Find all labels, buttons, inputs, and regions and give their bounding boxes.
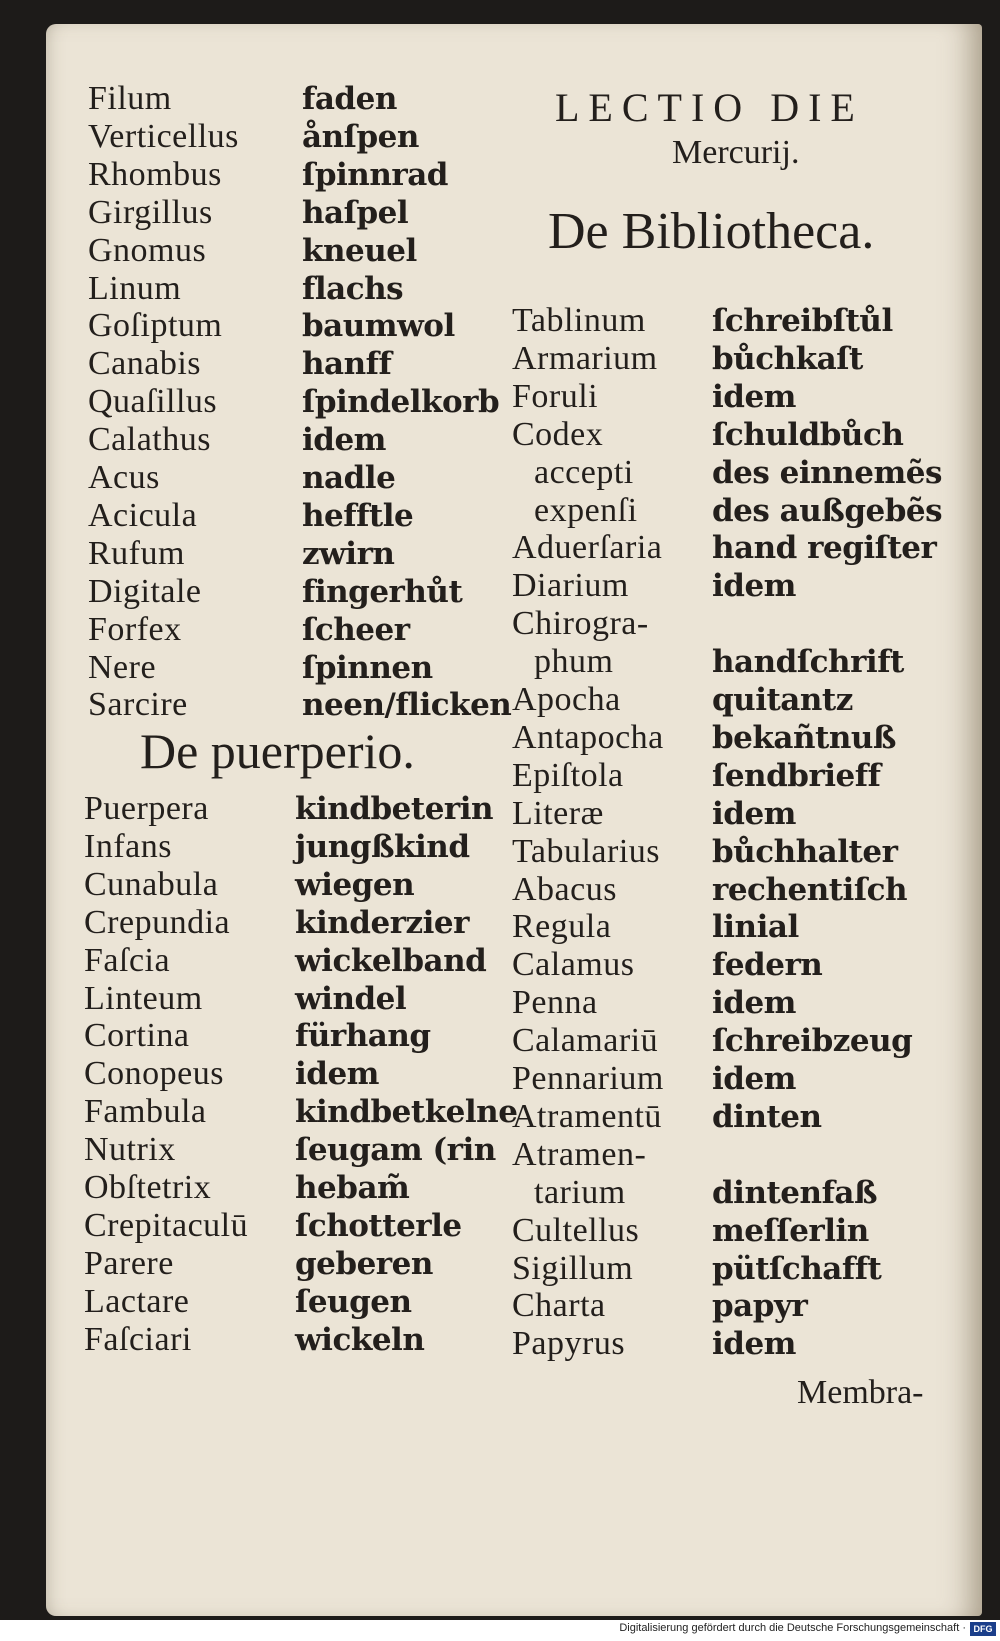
german-term-20: idem	[712, 1061, 796, 1097]
latin-term-25: Sigillum	[512, 1249, 634, 1287]
latin-term-9: Calathus	[88, 421, 211, 459]
german-term-3: haſpel	[302, 194, 409, 231]
latin-term-15: Abacus	[512, 870, 617, 908]
german-term-9: ſeugam (rin	[295, 1132, 496, 1169]
latin-term-16: Regula	[512, 908, 612, 946]
latin-term-16: Sarcire	[88, 686, 188, 724]
german-term-8: kindbetkelne	[295, 1094, 518, 1131]
german-term-7: idem	[295, 1056, 379, 1093]
german-term-9: idem	[302, 422, 386, 459]
latin-term-4: Faſcia	[84, 941, 171, 979]
german-term-6: fürhang	[295, 1018, 431, 1055]
latin-term-3: Girgillus	[88, 193, 213, 231]
german-term-18: idem	[712, 985, 796, 1022]
latin-term-8: Quaſillus	[88, 383, 218, 421]
german-term-15: rechentiſch	[712, 871, 908, 908]
latin-term-12: Parere	[84, 1244, 174, 1282]
german-term-21: dinten	[712, 1098, 822, 1135]
german-term-7: hanff	[302, 346, 392, 383]
dfg-logo: DFG	[970, 1622, 996, 1636]
latin-term-2: Foruli	[512, 377, 599, 415]
german-term-5: flachs	[302, 270, 404, 307]
latin-term-3: Crepundia	[84, 903, 231, 941]
latin-term-6: Goſiptum	[88, 307, 223, 345]
latin-term-9: Nutrix	[84, 1131, 176, 1169]
german-term-1: jungßkind	[295, 828, 470, 865]
latin-term-22: Atramen-	[512, 1135, 647, 1173]
german-term-11: bekañtnuß	[712, 719, 896, 756]
latin-term-6: Cortina	[84, 1017, 190, 1055]
latin-term-26: Charta	[512, 1287, 606, 1325]
latin-term-8: Chirogra-	[512, 605, 649, 643]
latin-term-18: Penna	[512, 984, 598, 1022]
funding-credit: Digitalisierung gefördert durch die Deutsche Forschungsgemeinschaft ·	[619, 1622, 966, 1634]
bibliotheca-heading: De Bibliotheca.	[548, 203, 875, 260]
latin-term-0: Filum	[88, 80, 172, 117]
latin-term-27: Papyrus	[512, 1325, 626, 1363]
german-term-25: pütſchafft	[712, 1250, 882, 1287]
german-term-14: wickeln	[295, 1321, 425, 1358]
german-term-9: handſchrift	[712, 644, 904, 681]
german-term-3: kinderzier	[295, 904, 469, 941]
latin-term-1: Infans	[84, 827, 172, 865]
latin-term-13: Literæ	[512, 794, 604, 832]
latin-term-10: Acus	[88, 459, 160, 496]
latin-term-0: Tablinum	[512, 302, 646, 339]
latin-term-14: Faſciari	[84, 1320, 192, 1358]
latin-term-10: Apocha	[512, 681, 621, 718]
latin-term-12: Epiſtola	[512, 756, 624, 794]
german-term-0: ſchreibſtůl	[712, 303, 893, 339]
german-term-12: geberen	[295, 1245, 433, 1282]
latin-term-13: Lactare	[84, 1282, 190, 1320]
german-term-7: idem	[712, 568, 796, 605]
latin-term-2: Rhombus	[88, 155, 222, 193]
latin-term-15: Nere	[88, 648, 157, 686]
lectio-subtitle: Mercurij.	[672, 134, 800, 171]
german-term-27: idem	[712, 1326, 796, 1363]
german-term-15: ſpinnen	[302, 649, 433, 686]
latin-term-5: Linum	[88, 269, 182, 307]
german-term-0: kindbeterin	[295, 791, 494, 827]
german-term-16: linial	[712, 909, 799, 946]
latin-term-5: Linteum	[84, 979, 203, 1017]
latin-term-5: expenſi	[534, 491, 638, 529]
latin-term-4: accepti	[534, 453, 634, 491]
german-term-4: wickelband	[295, 942, 487, 979]
catchword: Membra-	[797, 1374, 924, 1411]
german-term-13: fingerhůt	[302, 573, 463, 610]
german-term-10: nadle	[302, 460, 396, 496]
latin-term-20: Pennarium	[512, 1060, 664, 1097]
latin-term-14: Tabularius	[512, 832, 661, 870]
german-term-12: zwirn	[302, 535, 395, 572]
german-term-12: ſendbrieff	[712, 757, 881, 794]
latin-term-11: Crepitaculū	[84, 1206, 249, 1244]
latin-term-4: Gnomus	[88, 231, 207, 269]
german-term-5: des außgebẽs	[712, 492, 943, 529]
latin-term-3: Codex	[512, 415, 604, 453]
german-term-4: des einnemẽs	[712, 454, 942, 491]
footer-bar	[0, 1620, 1000, 1641]
latin-term-11: Acicula	[88, 496, 198, 534]
german-term-10: hebam̃	[295, 1170, 410, 1206]
latin-term-1: Verticellus	[88, 117, 239, 155]
latin-term-6: Aduerſaria	[512, 529, 663, 567]
german-term-6: hand regiſter	[712, 530, 937, 567]
latin-term-8: Fambula	[84, 1093, 207, 1131]
german-term-1: bůchkaſt	[712, 340, 863, 377]
latin-term-14: Forfex	[88, 610, 182, 648]
latin-term-2: Cunabula	[84, 865, 219, 903]
latin-term-17: Calamus	[512, 946, 635, 984]
latin-term-24: Cultellus	[512, 1211, 640, 1249]
german-term-5: windel	[295, 980, 407, 1017]
latin-term-10: Obſtetrix	[84, 1169, 212, 1206]
lectio-title: LECTIO DIE	[555, 85, 864, 130]
german-term-6: baumwol	[302, 308, 455, 345]
german-term-14: bůchhalter	[712, 833, 898, 870]
german-term-2: ſpinnrad	[302, 156, 448, 193]
german-term-14: ſcheer	[302, 611, 410, 648]
german-term-8: ſpindelkorb	[302, 384, 500, 421]
german-term-11: ſchotterle	[295, 1207, 462, 1244]
german-term-13: ſeugen	[295, 1283, 412, 1320]
german-term-26: papyr	[712, 1288, 808, 1325]
german-term-11: hefftle	[302, 497, 414, 534]
german-term-16: neen/flicken	[302, 687, 512, 724]
latin-term-7: Canabis	[88, 345, 202, 383]
puerperio-heading: De puerperio.	[140, 723, 415, 779]
german-term-10: quitantz	[712, 682, 853, 718]
german-term-19: ſchreibzeug	[712, 1023, 913, 1060]
latin-term-7: Conopeus	[84, 1055, 224, 1093]
latin-term-13: Digitale	[88, 572, 202, 610]
latin-term-7: Diarium	[512, 567, 629, 605]
german-term-2: wiegen	[295, 866, 415, 903]
german-term-23: dintenfaß	[712, 1174, 878, 1211]
german-term-2: idem	[712, 378, 796, 415]
german-term-13: idem	[712, 795, 796, 832]
german-term-4: kneuel	[302, 232, 417, 269]
latin-term-0: Puerpera	[84, 790, 209, 827]
latin-term-21: Atramentū	[512, 1097, 662, 1135]
german-term-24: meſſerlin	[712, 1212, 869, 1249]
german-term-0: faden	[302, 81, 397, 117]
latin-term-12: Rufum	[88, 534, 185, 572]
latin-term-1: Armarium	[512, 339, 658, 377]
latin-term-9: phum	[534, 643, 614, 681]
german-term-17: federn	[712, 947, 823, 984]
german-term-1: ånſpen	[302, 118, 419, 155]
latin-term-11: Antapocha	[512, 718, 664, 756]
latin-term-19: Calamariū	[512, 1022, 659, 1060]
latin-term-23: tarium	[534, 1173, 626, 1211]
german-term-3: ſchuldbůch	[712, 416, 904, 453]
